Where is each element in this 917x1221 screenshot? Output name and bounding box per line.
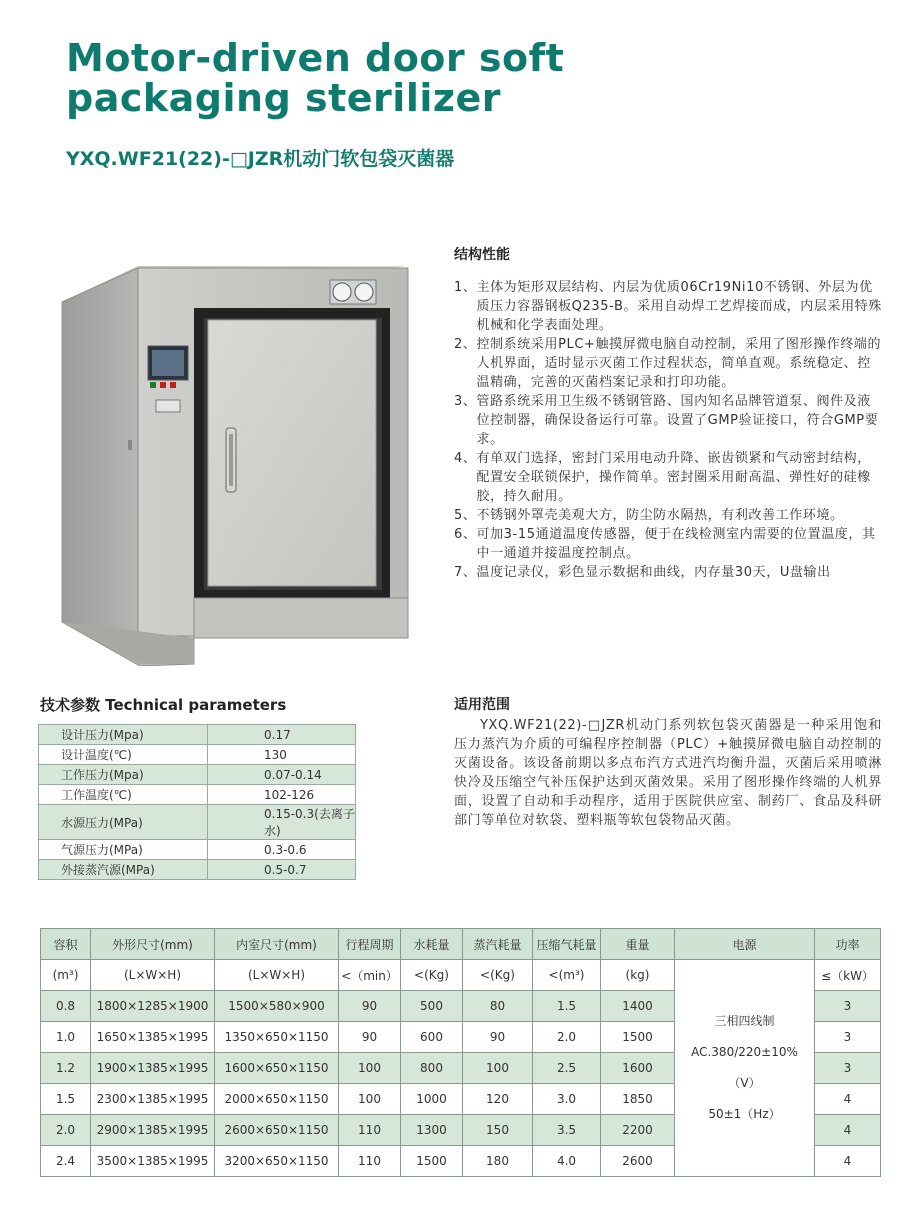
spec-cell: 1500 (601, 1022, 675, 1053)
spec-header-cell: 重量 (601, 929, 675, 960)
spec-header-cell: 容积 (41, 929, 91, 960)
spec-cell: 90 (463, 1022, 533, 1053)
feature-number: 1、 (454, 280, 477, 295)
param-value: 0.15-0.3(去离子水) (208, 805, 356, 840)
spec-cell: 180 (463, 1146, 533, 1177)
feature-item (454, 525, 884, 563)
spec-header-cell: 压缩气耗量 (533, 929, 601, 960)
feature-text: 控制系统采用PLC+触摸屏微电脑自动控制，采用了图形操作终端的人机界面，适时显示灭菌工作过程状态，简单直观。系统稳定、控温精确，完善的灭菌档案记录和打印功能。 (476, 337, 882, 390)
params-heading: 技术参数 Technical parameters (40, 696, 287, 714)
params-row (39, 840, 356, 860)
spec-cell: 1400 (601, 991, 675, 1022)
feature-text: 有单双门选择，密封门采用电动升降、嵌齿锁紧和气动密封结构，配置安全联锁保护，操作简单。密封圈采用耐高温、弹性好的硅橡胶，持久耐用。 (476, 451, 871, 504)
spec-cell: 2.0 (41, 1115, 91, 1146)
spec-cell: 1850 (601, 1084, 675, 1115)
spec-header-cell: 电源 (675, 929, 815, 960)
spec-header-cell: 外形尺寸(mm) (91, 929, 215, 960)
spec-cell: 4 (815, 1115, 881, 1146)
spec-unit-cell: <（min） (339, 960, 401, 991)
spec-cell: 4.0 (533, 1146, 601, 1177)
feature-item (454, 335, 884, 392)
spec-cell: 0.8 (41, 991, 91, 1022)
spec-cell: 2300×1385×1995 (91, 1084, 215, 1115)
spec-unit-cell: (L×W×H) (215, 960, 339, 991)
title-line-1: Motor-driven door soft (66, 36, 565, 80)
spec-cell: 3 (815, 1053, 881, 1084)
scope-heading: 适用范围 (454, 697, 510, 713)
spec-unit-cell: ≤（kW） (815, 960, 881, 991)
feature-text: 不锈钢外罩壳美观大方，防尘防水隔热，有利改善工作环境。 (476, 508, 844, 523)
spec-cell: 100 (463, 1053, 533, 1084)
feature-number: 2、 (454, 337, 477, 352)
spec-cell: 120 (463, 1084, 533, 1115)
spec-cell: 2.4 (41, 1146, 91, 1177)
param-label: 工作压力(Mpa) (39, 765, 208, 785)
feature-item (454, 278, 884, 335)
features-heading: 结构性能 (454, 247, 510, 263)
power-supply-cell (675, 960, 815, 1177)
spec-cell: 1800×1285×1900 (91, 991, 215, 1022)
param-value: 0.3-0.6 (208, 840, 356, 860)
spec-cell: 100 (339, 1053, 401, 1084)
spec-cell: 4 (815, 1146, 881, 1177)
spec-cell: 800 (401, 1053, 463, 1084)
spec-cell: 1900×1385×1995 (91, 1053, 215, 1084)
spec-units-row (41, 960, 881, 991)
params-row (39, 765, 356, 785)
spec-cell: 1500×580×900 (215, 991, 339, 1022)
spec-header-row (41, 929, 881, 960)
spec-header-cell: 功率 (815, 929, 881, 960)
spec-unit-cell: <(Kg) (463, 960, 533, 991)
feature-text: 可加3-15通道温度传感器，便于在线检测室内需要的位置温度，其中一通道并接温度控制点。 (476, 527, 876, 561)
technical-parameters-table (38, 724, 356, 880)
power-line-3: （V） (728, 1076, 761, 1090)
feature-number: 3、 (454, 394, 477, 409)
spec-cell: 80 (463, 991, 533, 1022)
param-value: 130 (208, 745, 356, 765)
feature-text: 管路系统采用卫生级不锈钢管路、国内知名品牌管道泵、阀件及液位控制器，确保设备运行可靠。设置了GMP验证接口，符合GMP要求。 (476, 394, 879, 447)
spec-cell: 1350×650×1150 (215, 1022, 339, 1053)
param-label: 外接蒸汽源(MPa) (39, 860, 208, 880)
spec-unit-cell: <(Kg) (401, 960, 463, 991)
spec-unit-cell: <(m³) (533, 960, 601, 991)
spec-cell: 3.5 (533, 1115, 601, 1146)
param-label: 设计温度(℃) (39, 745, 208, 765)
spec-cell: 600 (401, 1022, 463, 1053)
feature-number: 5、 (454, 508, 477, 523)
params-row (39, 805, 356, 840)
params-row (39, 860, 356, 880)
feature-item (454, 449, 884, 506)
param-label: 气源压力(MPa) (39, 840, 208, 860)
page-title (66, 38, 666, 118)
feature-text: 主体为矩形双层结构、内层为优质06Cr19Ni10不锈钢、外层为优质压力容器钢板Q235-B。采用自动焊工艺焊接而成，内层采用特殊机械和化学表面处理。 (476, 280, 882, 333)
param-label: 工作温度(℃) (39, 785, 208, 805)
spec-cell: 1.5 (41, 1084, 91, 1115)
spec-cell: 100 (339, 1084, 401, 1115)
param-value: 0.07-0.14 (208, 765, 356, 785)
sterilizer-machine-image (60, 262, 416, 666)
specification-table (40, 928, 881, 1177)
spec-unit-cell: (kg) (601, 960, 675, 991)
spec-cell: 1650×1385×1995 (91, 1022, 215, 1053)
spec-cell: 1.5 (533, 991, 601, 1022)
param-value: 0.5-0.7 (208, 860, 356, 880)
power-line-2: AC.380/220±10% (691, 1045, 798, 1059)
params-row (39, 745, 356, 765)
spec-cell: 90 (339, 1022, 401, 1053)
spec-header-cell: 行程周期 (339, 929, 401, 960)
spec-cell: 2900×1385×1995 (91, 1115, 215, 1146)
spec-cell: 110 (339, 1146, 401, 1177)
params-row (39, 785, 356, 805)
title-line-2: packaging sterilizer (66, 76, 501, 120)
spec-cell: 1.2 (41, 1053, 91, 1084)
spec-cell: 500 (401, 991, 463, 1022)
spec-cell: 1300 (401, 1115, 463, 1146)
spec-cell: 4 (815, 1084, 881, 1115)
feature-number: 7、 (454, 565, 477, 580)
spec-cell: 2.0 (533, 1022, 601, 1053)
param-label: 设计压力(Mpa) (39, 725, 208, 745)
param-label: 水源压力(MPa) (39, 805, 208, 840)
feature-number: 6、 (454, 527, 477, 542)
spec-cell: 3.0 (533, 1084, 601, 1115)
feature-item (454, 563, 884, 582)
spec-cell: 1500 (401, 1146, 463, 1177)
features-list (454, 278, 884, 582)
spec-unit-cell: (m³) (41, 960, 91, 991)
spec-cell: 2.5 (533, 1053, 601, 1084)
feature-number: 4、 (454, 451, 477, 466)
feature-item (454, 392, 884, 449)
feature-item (454, 506, 884, 525)
spec-cell: 1600 (601, 1053, 675, 1084)
spec-cell: 2200 (601, 1115, 675, 1146)
product-model-subtitle: YXQ.WF21(22)-□JZR机动门软包袋灭菌器 (66, 148, 455, 170)
spec-cell: 1.0 (41, 1022, 91, 1053)
power-line-4: 50±1（Hz） (708, 1107, 781, 1121)
param-value: 102-126 (208, 785, 356, 805)
params-row (39, 725, 356, 745)
spec-cell: 3 (815, 1022, 881, 1053)
spec-cell: 150 (463, 1115, 533, 1146)
spec-cell: 110 (339, 1115, 401, 1146)
spec-cell: 1600×650×1150 (215, 1053, 339, 1084)
spec-cell: 2000×650×1150 (215, 1084, 339, 1115)
spec-cell: 3 (815, 991, 881, 1022)
spec-cell: 1000 (401, 1084, 463, 1115)
feature-text: 温度记录仪，彩色显示数据和曲线，内存量30天，U盘输出 (476, 565, 831, 580)
spec-cell: 2600×650×1150 (215, 1115, 339, 1146)
spec-unit-cell: (L×W×H) (91, 960, 215, 991)
spec-cell: 2600 (601, 1146, 675, 1177)
spec-header-cell: 蒸汽耗量 (463, 929, 533, 960)
spec-header-cell: 内室尺寸(mm) (215, 929, 339, 960)
spec-cell: 90 (339, 991, 401, 1022)
spec-header-cell: 水耗量 (401, 929, 463, 960)
param-value: 0.17 (208, 725, 356, 745)
spec-cell: 3200×650×1150 (215, 1146, 339, 1177)
power-line-1: 三相四线制 (714, 1014, 775, 1028)
scope-text: YXQ.WF21(22)-□JZR机动门系列软包袋灭菌器是一种采用饱和压力蒸汽为介质的可编程序控制器（PLC）+触摸屏微电脑自动控制的灭菌设备。该设备前期以多点布汽方式进汽均衡升温，灭菌后采用喷淋快冷及压缩空气补压保护达到灭菌效果。采用了图形操作终端的人机界面，设置了自动和手动程序，适用于医院供应室、制药厂、食品及科研部门等单位对软袋、塑料瓶等软包袋物品灭菌。 (454, 718, 882, 828)
spec-cell: 3500×1385×1995 (91, 1146, 215, 1177)
